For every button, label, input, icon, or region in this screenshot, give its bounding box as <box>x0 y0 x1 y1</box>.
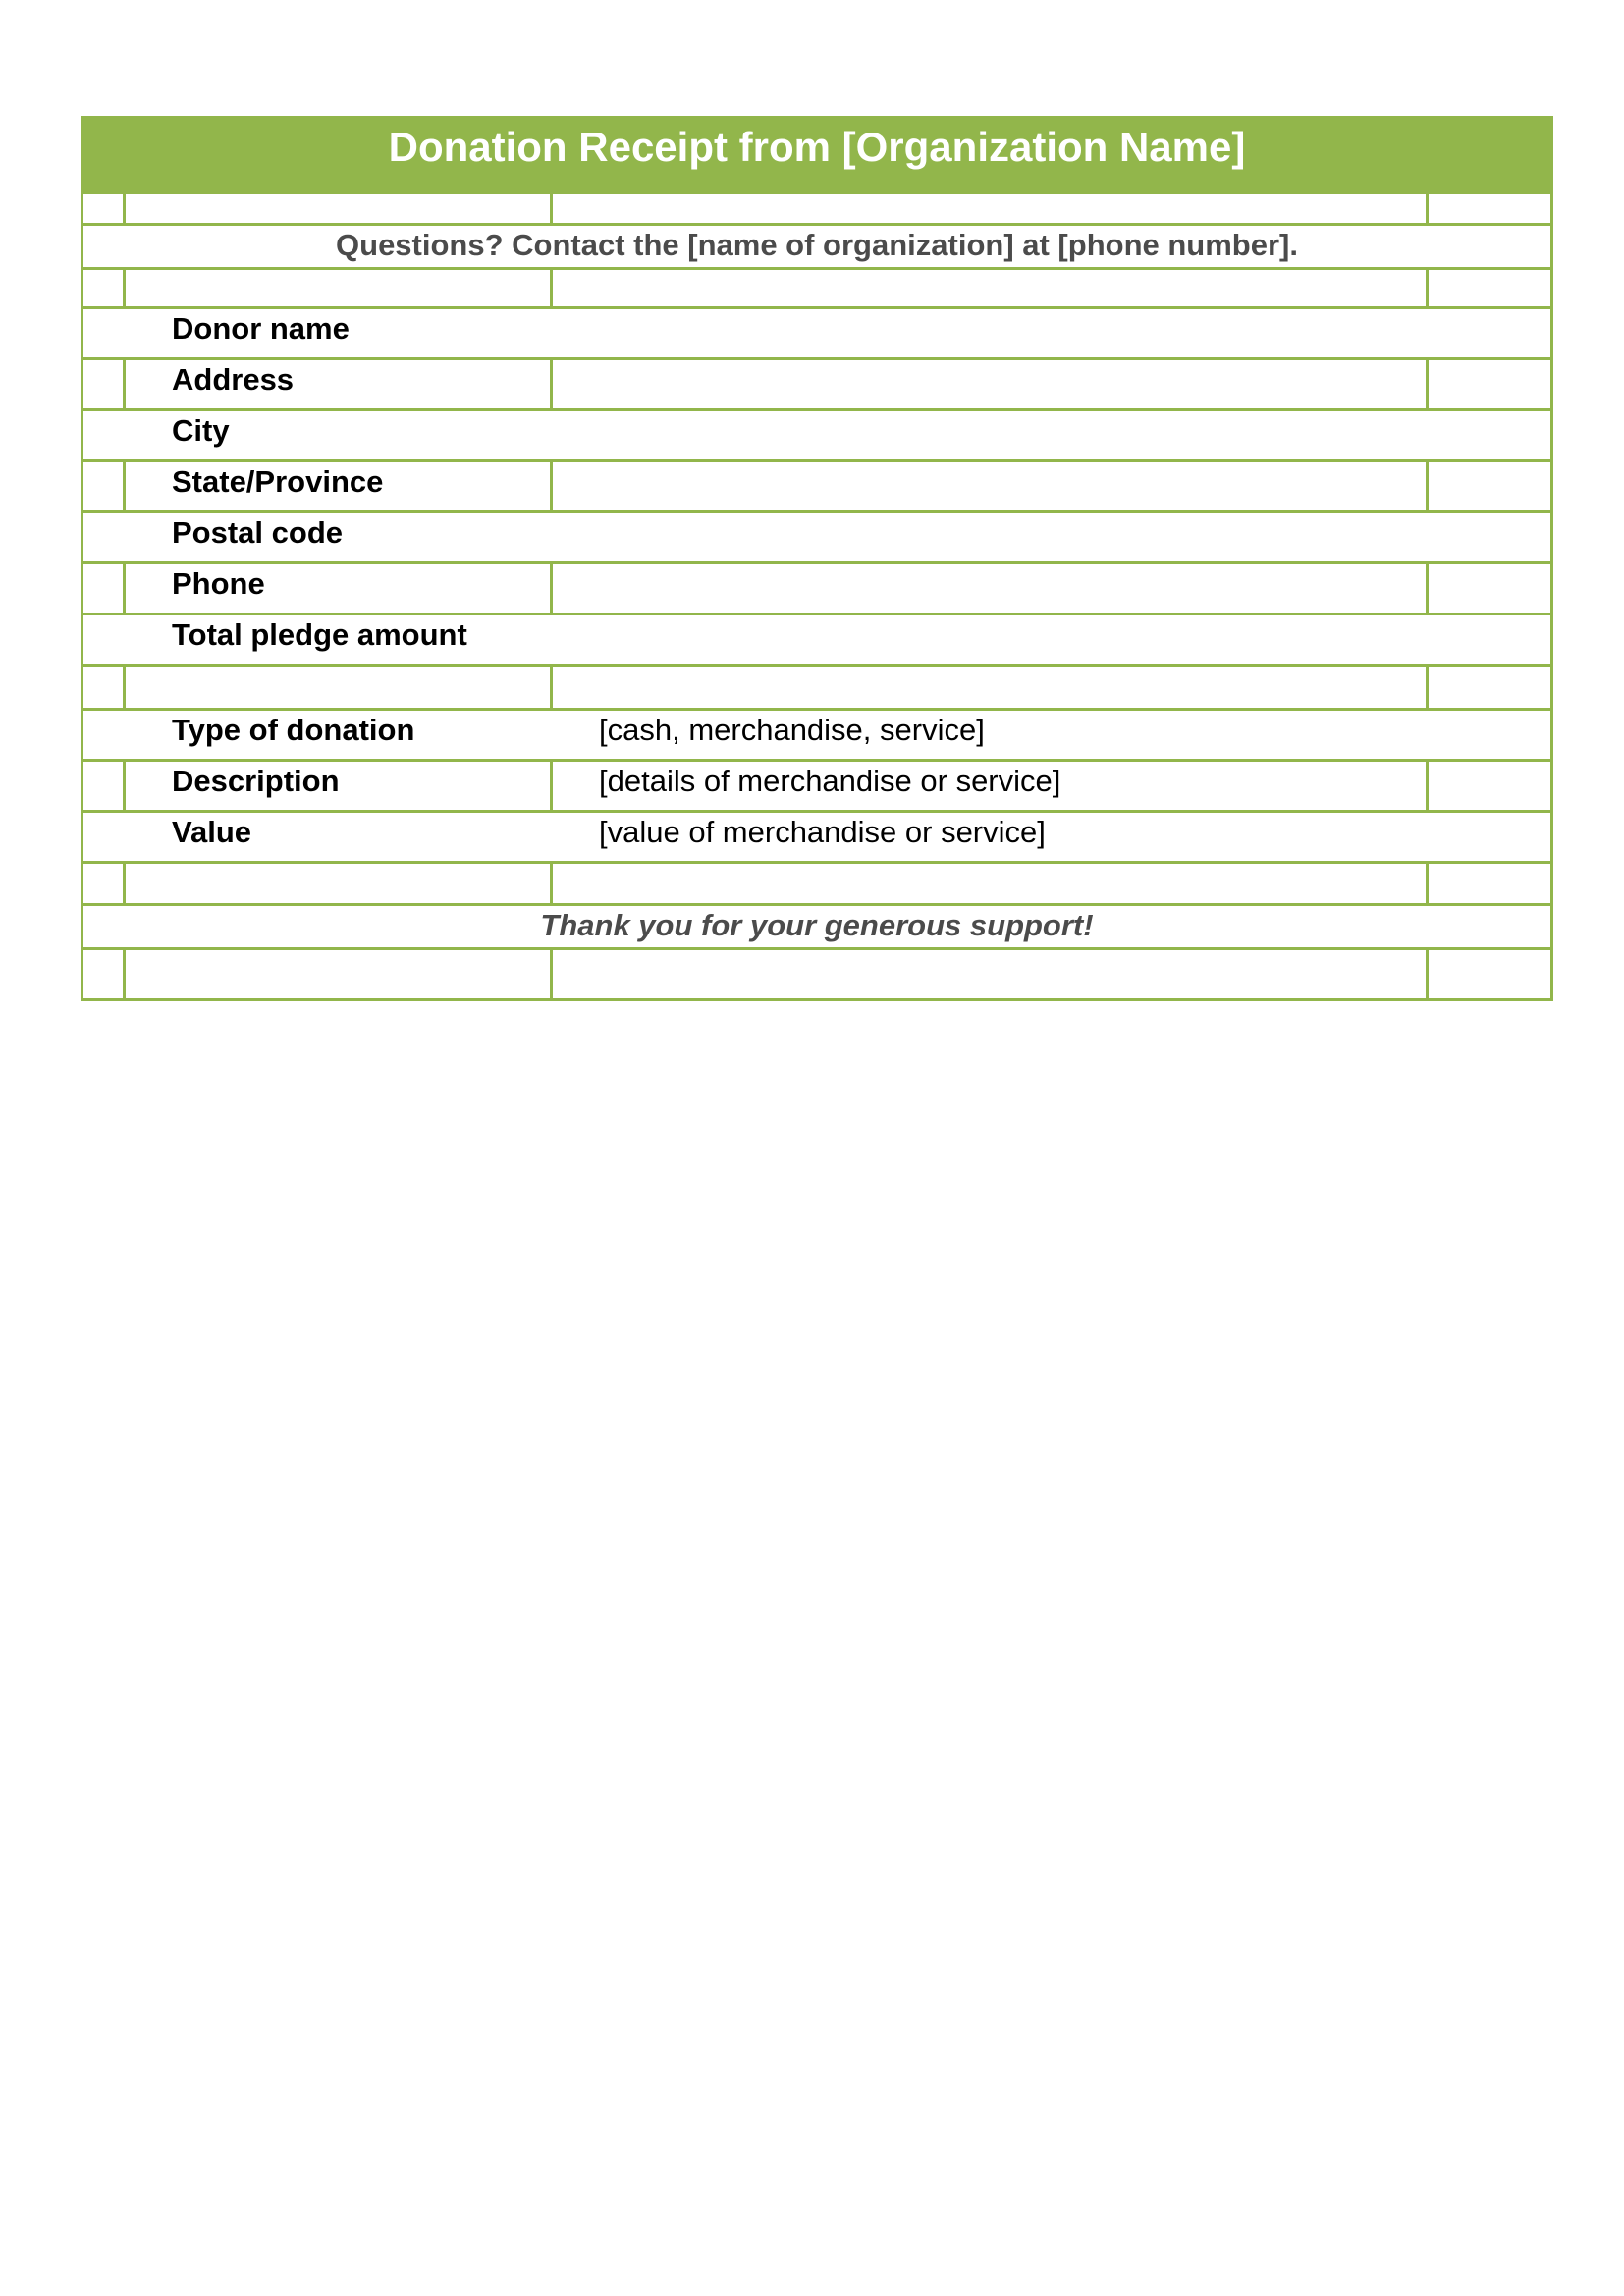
donation-row-value <box>83 810 1550 861</box>
donation-value: [details of merchandise or service] <box>599 764 1061 798</box>
donation-label: Type of donation <box>172 713 415 747</box>
field-row-phone <box>83 561 1550 613</box>
field-label: City <box>172 413 230 448</box>
field-label: Total pledge amount <box>172 617 467 652</box>
donation-label: Description <box>172 764 340 798</box>
field-label: State/Province <box>172 464 384 499</box>
field-row-address <box>83 357 1550 408</box>
field-label: Phone <box>172 566 265 601</box>
field-row-postal-code <box>83 510 1550 561</box>
donation-value: [value of merchandise or service] <box>599 815 1046 849</box>
donation-receipt <box>81 116 1553 1001</box>
donation-row-type <box>83 708 1550 759</box>
spacer-row <box>83 861 1550 903</box>
field-row-donor-name <box>83 306 1550 357</box>
donation-value: [cash, merchandise, service] <box>599 713 985 747</box>
spacer-row <box>83 664 1550 708</box>
spacer-row <box>83 191 1550 223</box>
thank-you-message: Thank you for your generous support! <box>83 903 1550 947</box>
spacer-row <box>83 267 1550 306</box>
donation-label: Value <box>172 815 251 849</box>
field-row-city <box>83 408 1550 459</box>
field-row-state <box>83 459 1550 510</box>
field-row-total-pledge <box>83 613 1550 664</box>
field-label: Donor name <box>172 311 350 346</box>
donation-row-description <box>83 759 1550 810</box>
field-label: Postal code <box>172 515 343 550</box>
receipt-title: Donation Receipt from [Organization Name] <box>83 119 1550 191</box>
spacer-row <box>83 947 1550 998</box>
field-label: Address <box>172 362 295 397</box>
contact-line: Questions? Contact the [name of organization] at [phone number]. <box>83 223 1550 267</box>
